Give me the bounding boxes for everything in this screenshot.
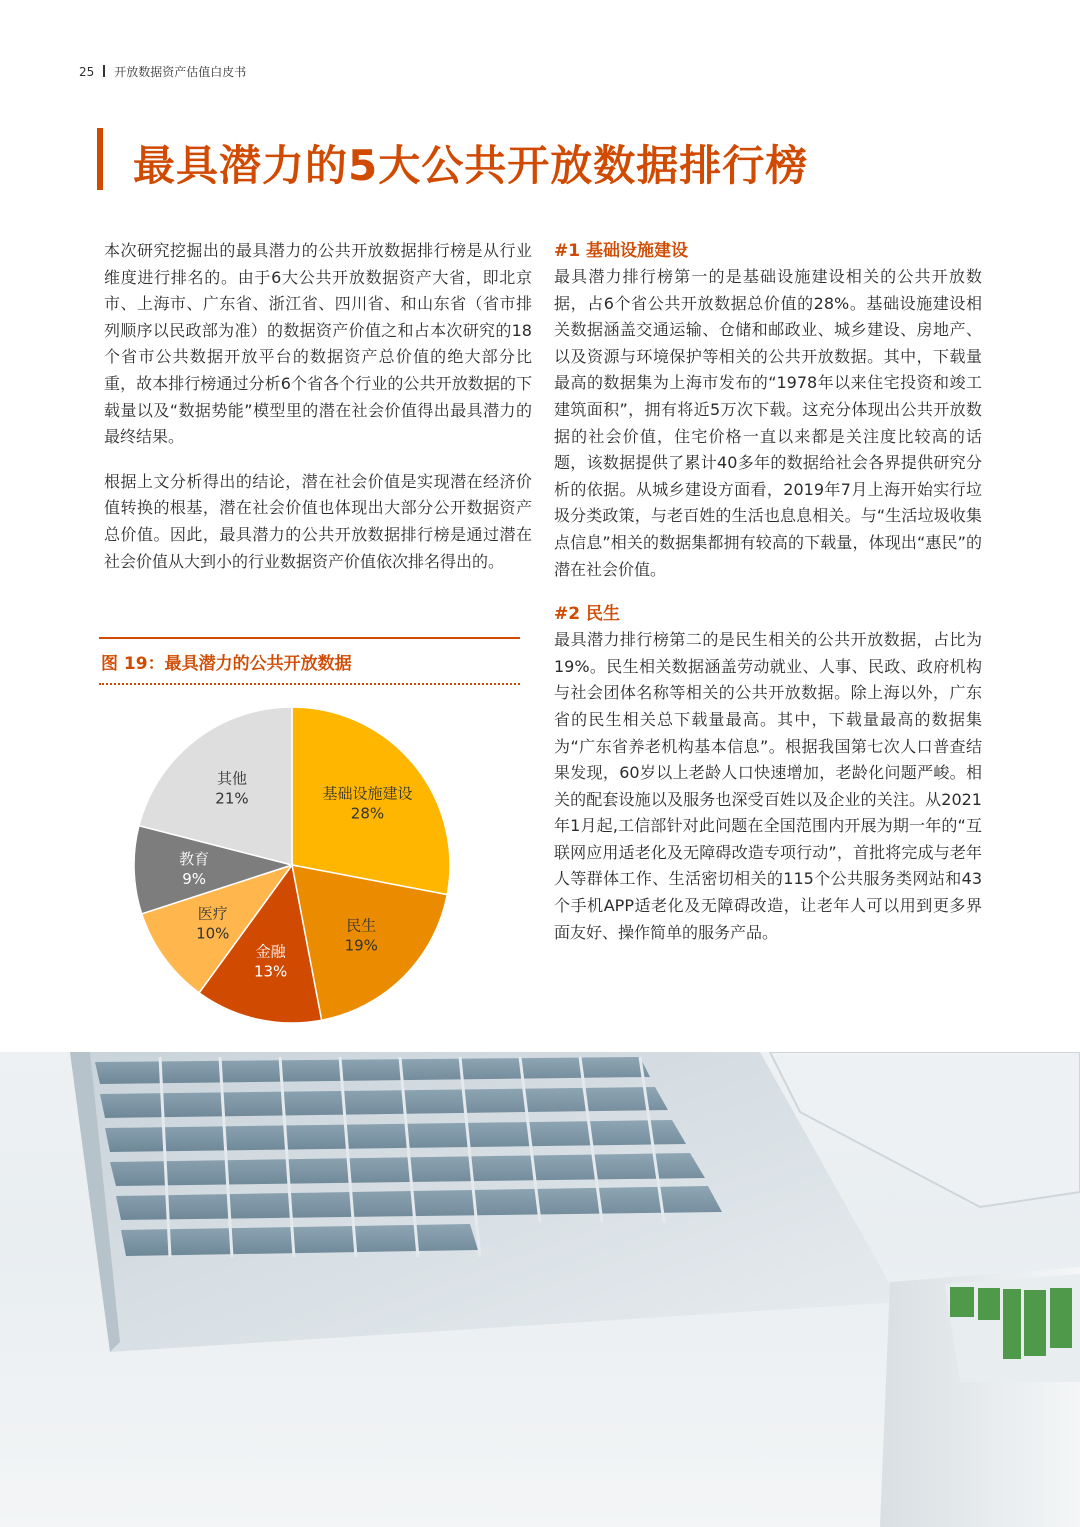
pie-chart [120, 700, 470, 1035]
page-title: 最具潜力的5大公共开放数据排行榜 [133, 141, 809, 190]
laptop-photo [0, 1052, 1080, 1527]
slice-label: 教育 [179, 850, 210, 869]
slice-value-label: 10% [196, 924, 230, 943]
section-2-heading: #2 民生 [554, 604, 620, 625]
figure-dotted-rule [99, 683, 520, 685]
section-1-heading: #1 基础设施建设 [554, 241, 688, 261]
title-accent-bar [97, 128, 103, 190]
slice-label: 金融 [255, 942, 286, 961]
slice-label: 民生 [346, 916, 377, 935]
section-2-text: 最具潜力排行榜第二的是民生相关的公共开放数据，占比为19%。民生相关数据涵盖劳动就业、人事、民政、政府机构与社会团体名称等相关的公共开放数据。除上海以外，广东省的民生相关总下载量最高。其中，下载量最高的数据集为“广东省养老机构基本信息”。根据我国第七次人口普查结果发现，60岁以上老龄人口快速增加，老龄化问题严峻。相关的配套设施以及服务也深受百姓以及企业的关注。从2021年1月起,工信部针对此问题在全国范围内开展为期一年的“互联网应用适老化及无障碍改造专项行动”，首批将完成与老年人等群体工作、生活密切相关的115个公共服务类网站和43个手机APP适老化及无障碍改造，让老年人可以用到更多界面友好、操作简单的服务产品。 [554, 630, 982, 942]
slice-label: 医疗 [197, 904, 228, 923]
page-number: 25 [79, 65, 95, 79]
slice-value-label: 21% [215, 789, 249, 808]
document-title: 开放数据资产估值白皮书 [114, 65, 247, 79]
right-column [554, 238, 982, 946]
slice-value-label: 19% [344, 936, 378, 955]
section-1-text: 最具潜力排行榜第一的是基础设施建设相关的公共开放数据，占6个省公共开放数据总价值的28%。基础设施建设相关数据涵盖交通运输、仓储和邮政业、城乡建设、房地产、以及资源与环境保护等相关的公共开放数据。其中，下载量最高的数据集为上海市发布的“1978年以来住宅投资和竣工建筑面积”，拥有将近5万次下载。这充分体现出公共开放数据的社会价值，住宅价格一直以来都是关注度比较高的话题，该数据提供了累计40多年的数据给社会各界提供研究分析的依据。从城乡建设方面看，2019年7月上海开始实行垃圾分类政策，与老百姓的生活也息息相关。与“生活垃圾收集点信息”相关的数据集都拥有较高的下载量，体现出“惠民”的潜在社会价值。 [554, 267, 982, 579]
slice-value-label: 28% [350, 804, 385, 823]
figure-caption: 图 19：最具潜力的公共开放数据 [101, 654, 352, 674]
intro-paragraph: 本次研究挖掘出的最具潜力的公共开放数据排行榜是从行业维度进行排名的。由于6大公共开放数据资产大省，即北京市、上海市、广东省、浙江省、四川省、和山东省（省市排列顺序以民政部为准）的数据资产价值之和占本次研究的18个省市公共数据开放平台的数据资产总价值的绝大部分比重，故本排行榜通过分析6个省各个行业的公共开放数据的下载量以及“数据势能”模型里的潜在社会价值得出最具潜力的最终结果。 [104, 241, 532, 447]
laptop-photo-illustration [0, 1052, 1080, 1527]
page-header [79, 63, 246, 80]
slice-label: 其他 [216, 769, 247, 788]
figure-top-rule [99, 637, 520, 639]
slice-label: 基础设施建设 [322, 784, 413, 803]
header-divider [103, 65, 105, 77]
slice-value-label: 9% [182, 870, 206, 889]
slice-value-label: 13% [253, 962, 288, 981]
conclusion-paragraph: 根据上文分析得出的结论，潜在社会价值是实现潜在经济价值转换的根基，潜在社会价值也体现出大部分公开数据资产总价值。因此，最具潜力的公共开放数据排行榜是通过潜在社会价值从大到小的行业数据资产价值依次排名得出的。 [104, 471, 532, 571]
left-column [104, 238, 532, 575]
